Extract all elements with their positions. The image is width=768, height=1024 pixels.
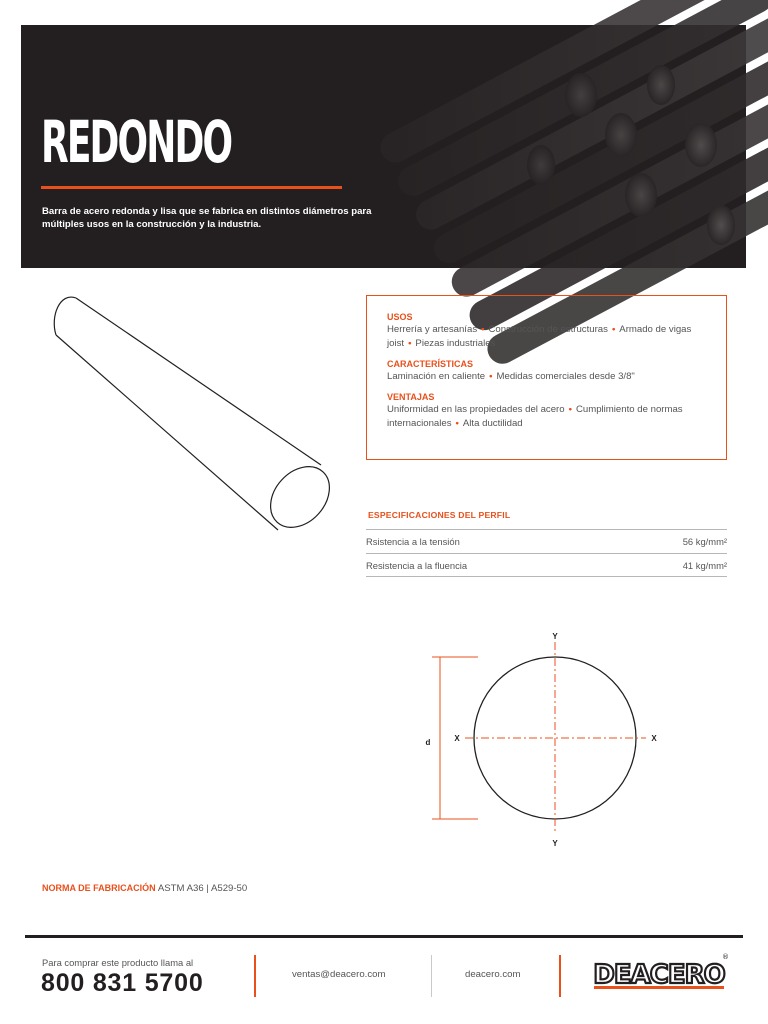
standard-value: ASTM A36 | A529-50 <box>157 883 248 894</box>
footer-divider <box>25 935 743 938</box>
standard-label: NORMA DE FABRICACIÓN <box>42 883 156 893</box>
specs-table <box>366 529 727 577</box>
caracteristicas-heading: CARACTERÍSTICAS <box>387 359 474 369</box>
ventajas-list <box>387 403 706 431</box>
y-label-top: Y <box>552 632 558 641</box>
list-item: Construcción de estructuras <box>488 324 608 335</box>
x-label-left: X <box>454 734 460 743</box>
bullet-icon: • <box>455 418 459 429</box>
page-title: REDONDO <box>41 108 232 176</box>
specs-title: ESPECIFICACIONES DEL PERFIL <box>368 510 511 520</box>
footer-separator <box>431 955 432 997</box>
list-item: Medidas comerciales desde 3/8" <box>496 371 635 382</box>
product-info-box <box>366 295 727 460</box>
spec-value: 41 kg/mm² <box>682 559 727 571</box>
footer-separator <box>254 955 256 997</box>
spec-label: Rsistencia a la tensión <box>366 536 460 547</box>
phone-number[interactable]: 800 831 5700 <box>41 969 204 997</box>
logo-text: DEACERO <box>593 960 725 990</box>
list-item: Alta ductilidad <box>462 418 523 429</box>
bullet-icon: • <box>481 324 485 335</box>
product-description: Barra de acero redonda y lisa que se fabrica en distintos diámetros para múltiples usos en la construcción y la industria. <box>42 206 372 230</box>
table-row <box>366 529 727 553</box>
usos-list <box>387 323 706 351</box>
x-label-right: X <box>651 734 657 743</box>
list-item: Armado de vigas joist <box>387 324 692 349</box>
cross-section-diagram <box>420 628 680 853</box>
title-underline <box>41 186 342 189</box>
list-item: Herrería y artesanías <box>387 324 478 335</box>
bullet-icon: • <box>489 371 493 382</box>
bullet-icon: • <box>568 404 572 415</box>
call-to-action-text: Para comprar este producto llama al <box>42 957 194 968</box>
list-item: Piezas industriales <box>415 338 496 349</box>
bullet-icon: • <box>611 324 616 335</box>
caracteristicas-list <box>387 370 706 384</box>
email-link[interactable]: ventas@deacero.com <box>292 969 386 980</box>
list-item: Cumplimiento de normas internacionales <box>387 404 683 429</box>
manufacturing-standard <box>42 883 247 894</box>
list-item: Uniformidad en las propiedades del acero <box>387 404 565 415</box>
spec-label: Resistencia a la fluencia <box>366 559 468 571</box>
round-bar-illustration <box>46 290 336 540</box>
y-label-bottom: Y <box>552 839 558 848</box>
spec-value: 56 kg/mm² <box>682 536 727 547</box>
deacero-logo <box>592 950 728 996</box>
usos-heading: USOS <box>387 312 413 322</box>
registered-mark: ® <box>722 953 729 961</box>
bullet-icon: • <box>408 338 412 349</box>
footer-separator <box>559 955 561 997</box>
list-item: Laminación en caliente <box>387 371 486 382</box>
diameter-label: d <box>425 738 431 747</box>
hero-banner <box>21 25 746 268</box>
table-row <box>366 553 727 577</box>
ventajas-heading: VENTAJAS <box>387 392 435 402</box>
website-link[interactable]: deacero.com <box>465 969 521 980</box>
